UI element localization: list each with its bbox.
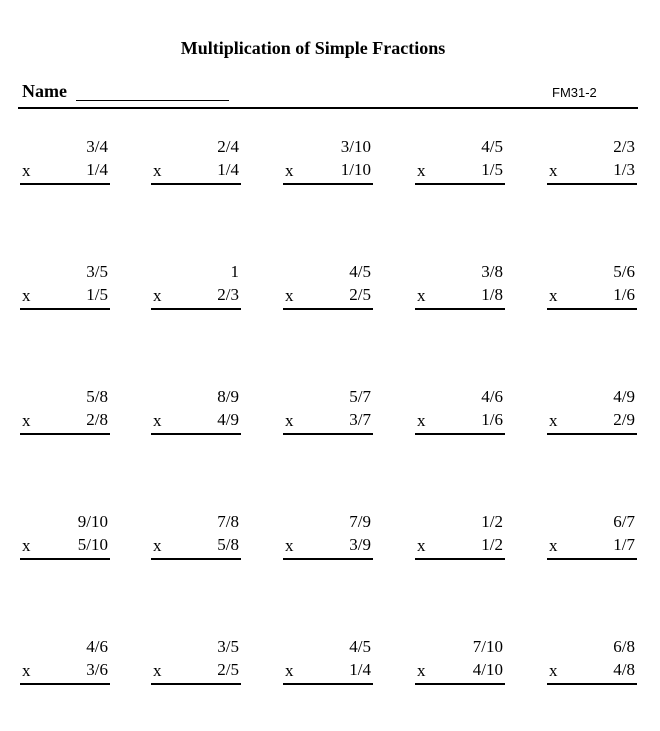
multiplier: 4/8: [613, 660, 635, 679]
problem-4-2: [151, 512, 243, 560]
multiplier: 1/6: [613, 285, 635, 304]
problem-1-3: [283, 137, 375, 185]
answer-line[interactable]: [151, 308, 241, 310]
multiplier: 1/4: [86, 160, 108, 179]
multiplicand: 5/7: [349, 387, 371, 406]
header-divider: [18, 107, 638, 109]
answer-line[interactable]: [20, 183, 110, 185]
answer-line[interactable]: [151, 683, 241, 685]
multiply-sign: x: [153, 536, 162, 555]
multiplicand: 7/9: [349, 512, 371, 531]
answer-line[interactable]: [283, 683, 373, 685]
multiply-sign: x: [285, 286, 294, 305]
problem-2-1: [20, 262, 112, 310]
answer-line[interactable]: [415, 433, 505, 435]
answer-line[interactable]: [547, 308, 637, 310]
problem-2-2: [151, 262, 243, 310]
answer-line[interactable]: [415, 683, 505, 685]
multiplier: 2/5: [217, 660, 239, 679]
multiply-sign: x: [153, 411, 162, 430]
worksheet-title: Multiplication of Simple Fractions: [180, 38, 446, 58]
problem-3-2: [151, 387, 243, 435]
multiply-sign: x: [549, 411, 558, 430]
problem-1-5: [547, 137, 639, 185]
problem-1-2: [151, 137, 243, 185]
answer-line[interactable]: [283, 183, 373, 185]
multiplier: 1/5: [481, 160, 503, 179]
multiply-sign: x: [153, 286, 162, 305]
multiplicand: 4/5: [349, 637, 371, 656]
multiply-sign: x: [22, 161, 31, 180]
multiplier: 2/3: [217, 285, 239, 304]
multiply-sign: x: [22, 661, 31, 680]
multiplier: 2/9: [613, 410, 635, 429]
problem-3-4: [415, 387, 507, 435]
multiplicand: 1/2: [481, 512, 503, 531]
multiply-sign: x: [153, 661, 162, 680]
multiplicand: 6/7: [613, 512, 635, 531]
multiplier: 3/7: [349, 410, 371, 429]
answer-line[interactable]: [20, 683, 110, 685]
answer-line[interactable]: [547, 433, 637, 435]
problem-2-3: [283, 262, 375, 310]
multiply-sign: x: [417, 411, 426, 430]
multiply-sign: x: [417, 536, 426, 555]
answer-line[interactable]: [20, 433, 110, 435]
answer-line[interactable]: [415, 558, 505, 560]
multiply-sign: x: [153, 161, 162, 180]
multiplicand: 4/6: [86, 637, 108, 656]
multiplier: 3/6: [86, 660, 108, 679]
problem-5-5: [547, 637, 639, 685]
multiplier: 1/6: [481, 410, 503, 429]
answer-line[interactable]: [547, 683, 637, 685]
problem-1-4: [415, 137, 507, 185]
answer-line[interactable]: [547, 183, 637, 185]
multiplier: 4/9: [217, 410, 239, 429]
worksheet-code: FM31-2: [552, 85, 597, 100]
answer-line[interactable]: [151, 183, 241, 185]
multiply-sign: x: [285, 161, 294, 180]
multiply-sign: x: [549, 536, 558, 555]
multiplicand: 4/9: [613, 387, 635, 406]
multiply-sign: x: [285, 661, 294, 680]
multiplier: 5/10: [77, 535, 108, 554]
multiplicand: 8/9: [217, 387, 239, 406]
multiplicand: 7/10: [472, 637, 503, 656]
multiplicand: 3/8: [481, 262, 503, 281]
answer-line[interactable]: [283, 308, 373, 310]
multiply-sign: x: [22, 536, 31, 555]
multiply-sign: x: [549, 161, 558, 180]
multiplier: 1/7: [613, 535, 635, 554]
multiply-sign: x: [417, 161, 426, 180]
problem-3-1: [20, 387, 112, 435]
multiplier: 3/9: [349, 535, 371, 554]
multiply-sign: x: [22, 411, 31, 430]
multiplicand: 3/5: [86, 262, 108, 281]
answer-line[interactable]: [151, 558, 241, 560]
multiplicand: 5/6: [613, 262, 635, 281]
problem-1-1: [20, 137, 112, 185]
multiply-sign: x: [417, 661, 426, 680]
multiplicand: 5/8: [86, 387, 108, 406]
multiplicand: 4/6: [481, 387, 503, 406]
multiplicand: 9/10: [77, 512, 108, 531]
multiplicand: 3/4: [86, 137, 108, 156]
answer-line[interactable]: [20, 308, 110, 310]
multiplier: 1/2: [481, 535, 503, 554]
problem-5-4: [415, 637, 507, 685]
problem-5-3: [283, 637, 375, 685]
name-blank-line[interactable]: [76, 100, 229, 101]
multiplier: 5/8: [217, 535, 239, 554]
multiplier: 1/8: [481, 285, 503, 304]
multiplier: 1/5: [86, 285, 108, 304]
multiplier: 2/8: [86, 410, 108, 429]
problem-4-4: [415, 512, 507, 560]
problem-5-1: [20, 637, 112, 685]
multiplier: 1/4: [217, 160, 239, 179]
multiplicand: 3/10: [340, 137, 371, 156]
answer-line[interactable]: [20, 558, 110, 560]
multiplicand: 2/4: [217, 137, 239, 156]
problem-3-5: [547, 387, 639, 435]
problem-2-5: [547, 262, 639, 310]
multiplicand: 6/8: [613, 637, 635, 656]
multiplicand: 3/5: [217, 637, 239, 656]
problem-4-3: [283, 512, 375, 560]
multiplier: 1/4: [349, 660, 371, 679]
name-label: Name: [22, 81, 67, 101]
multiplicand: 4/5: [349, 262, 371, 281]
problem-5-2: [151, 637, 243, 685]
multiplier: 1/10: [340, 160, 371, 179]
answer-line[interactable]: [415, 308, 505, 310]
answer-line[interactable]: [547, 558, 637, 560]
multiply-sign: x: [285, 411, 294, 430]
multiply-sign: x: [22, 286, 31, 305]
multiplier: 4/10: [472, 660, 503, 679]
answer-line[interactable]: [283, 558, 373, 560]
problem-2-4: [415, 262, 507, 310]
problem-4-1: [20, 512, 112, 560]
multiplier: 1/3: [613, 160, 635, 179]
problem-3-3: [283, 387, 375, 435]
multiplicand: 7/8: [217, 512, 239, 531]
answer-line[interactable]: [283, 433, 373, 435]
multiply-sign: x: [549, 661, 558, 680]
answer-line[interactable]: [415, 183, 505, 185]
answer-line[interactable]: [151, 433, 241, 435]
multiplier: 2/5: [349, 285, 371, 304]
multiply-sign: x: [417, 286, 426, 305]
multiplicand: 2/3: [613, 137, 635, 156]
multiply-sign: x: [285, 536, 294, 555]
problem-4-5: [547, 512, 639, 560]
multiply-sign: x: [549, 286, 558, 305]
multiplicand: 4/5: [481, 137, 503, 156]
multiplicand: 1: [230, 262, 239, 281]
